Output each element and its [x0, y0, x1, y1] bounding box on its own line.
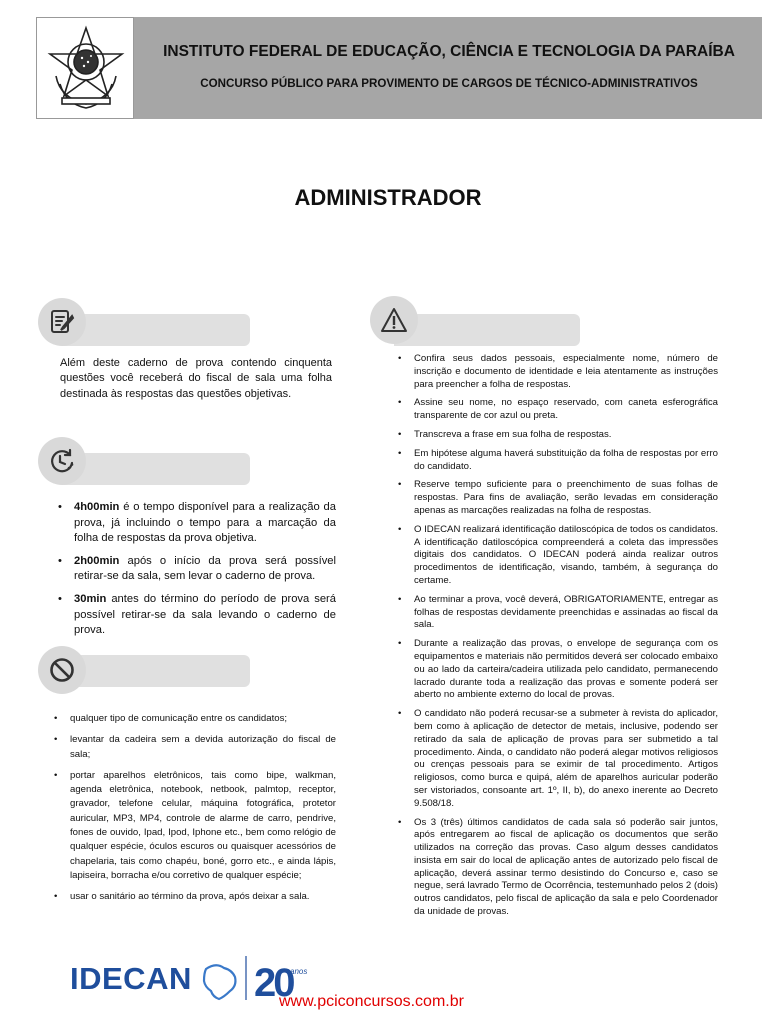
anniversary-word: anos	[290, 967, 308, 976]
contest-subtitle: CONCURSO PÚBLICO PARA PROVIMENTO DE CARGOS DE TÉCNICO-ADMINISTRATIVOS	[200, 77, 698, 90]
page-title: ADMINISTRADOR	[294, 185, 482, 210]
list-item: • qualquer tipo de comunicação entre os candidatos;	[52, 712, 336, 726]
seal-box	[36, 17, 134, 119]
section-icon-circle	[370, 296, 418, 344]
list-item: • usar o sanitário ao término da prova, após deixar a sala.	[52, 890, 336, 904]
list-item: • Transcreva a frase em sua folha de respostas.	[396, 429, 718, 442]
prohibited-list	[52, 712, 336, 912]
prohibited-icon	[48, 656, 76, 684]
list-item: • Confira seus dados pessoais, especialmente nome, número de inscrição e documento de identidade e leia atentamente as instruções para preencher a folha de respostas.	[396, 353, 718, 391]
website-link[interactable]: www.pciconcursos.com.br	[279, 993, 464, 1010]
section-bar-materials	[62, 314, 250, 346]
warning-icon	[380, 306, 408, 334]
section-icon-circle	[38, 437, 86, 485]
list-item	[56, 500, 336, 547]
time-value: 4h00min	[74, 501, 120, 513]
time-value: 2h00min	[74, 554, 120, 567]
time-list	[56, 500, 336, 646]
time-description: após o início da prova será possível retirar-se da sala, sem levar o caderno de prova.	[74, 554, 336, 583]
list-item: • portar aparelhos eletrônicos, tais como bipe, walkman, agenda eletrônica, notebook, netbook, palmtop, receptor, gravador, telefone celular, máquina fotográfica, protetor auricular, MP3, MP4, controle de alarme de carro, pendrive, fones de ouvido, Ipad, Ipod, Iphone etc., bem como relógio de qualquer espécie, óculos escuros ou quaisquer acessórios de chapelaria, tais como chapéu, boné, gorro etc., e ainda lápis, lapiseira, borracha e/ou corretivo de qualquer espécie;	[52, 769, 336, 883]
list-item	[56, 554, 336, 585]
list-item: • O IDECAN realizará identificação datiloscópica de todos os candidatos. A identificação datiloscópica compreenderá a coleta das impressões digitais dos candidatos. O IDECAN poderá ainda realizar outros procedimentos de identificação, visando, também, à segurança do certame.	[396, 524, 718, 588]
list-item: • Reserve tempo suficiente para o preenchimento de suas folhas de respostas. Para fins de avaliação, serão levadas em consideração apenas as marcações realizadas na folha de respostas.	[396, 479, 718, 517]
time-description: antes do término do período de prova será possível retirar-se da sala levando o caderno de prova.	[74, 592, 336, 637]
list-item: • Os 3 (três) últimos candidatos de cada sala só poderão sair juntos, após entregarem ao fiscal de aplicação os documentos que serão utilizados na correção das provas. Caso algum desses candidatos insista em sair do local de aplicação antes de autorizado pelo fiscal de aplicação, deverá assinar termo desistindo do Concurso e, caso se negue, será lavrado Termo de Ocorrência, testemunhado pelos 2 (dois) outros candidatos, pelo fiscal de aplicação da sala e pelo Coordenador da unidade de provas.	[396, 817, 718, 919]
anniversary-number: 20	[254, 961, 293, 1004]
brazil-coat-of-arms-icon	[46, 24, 126, 112]
section-icon-circle	[38, 298, 86, 346]
list-item: • Em hipótese alguma haverá substituição da folha de respostas por erro do candidato.	[396, 448, 718, 474]
list-item: • Assine seu nome, no espaço reservado, com caneta esferográfica transparente de cor azul ou preta.	[396, 397, 718, 423]
brand-name: IDECAN	[70, 961, 192, 996]
list-item: • levantar da cadeira sem a devida autorização do fiscal de sala;	[52, 733, 336, 762]
header-banner	[36, 17, 762, 119]
time-value: 30min	[74, 592, 107, 605]
section-bar-instructions	[394, 314, 580, 346]
list-item: • O candidato não poderá recusar-se a submeter à revista do aplicador, bem como à aplicação de detector de metais, inclusive, podendo ser retirado da sala de aplicação de provas para ser submetido a tal procedimento. Ainda, o candidato não poderá alegar motivos religiosos ou crenças pessoais para se eximir de tal procedimento. Artigos religiosos, como burca e quipá, além de aparelhos auricular poderão ser vistoriados, consoante art. 1º, II, b), do anexo inerente ao Decreto 9.508/18.	[396, 708, 718, 810]
time-description: é o tempo disponível para a realização da prova, já incluindo o tempo para a marcação da folha de respostas da prova objetiva.	[74, 501, 336, 545]
exam-sheet-icon	[48, 308, 76, 336]
brazil-map-icon	[204, 965, 235, 999]
section-bar-prohibited	[62, 655, 250, 687]
section-bar-time	[62, 453, 250, 485]
instructions-list	[396, 353, 718, 925]
section-icon-circle	[38, 646, 86, 694]
list-item: • Ao terminar a prova, você deverá, OBRIGATORIAMENTE, entregar as folhas de respostas devidamente preenchidas e assinadas ao fiscal da sala.	[396, 594, 718, 632]
institution-title: INSTITUTO FEDERAL DE EDUCAÇÃO, CIÊNCIA E TECNOLOGIA DA PARAÍBA	[163, 43, 735, 60]
intro-paragraph: Além deste caderno de prova contendo cinquenta questões você receberá do fiscal de sala uma folha destinada às respostas das questões objetivas.	[60, 357, 332, 400]
list-item: • Durante a realização das provas, o envelope de segurança com os equipamentos e materiais não permitidos deverá ser colocado embaixo ou ao lado da carteira/cadeira utilizada pelo candidato, permanecendo lacrado durante toda a realização das provas e somente poderá ser aberto no ambiente externo do local de provas.	[396, 638, 718, 702]
clock-icon	[48, 447, 76, 475]
list-item	[56, 592, 336, 639]
